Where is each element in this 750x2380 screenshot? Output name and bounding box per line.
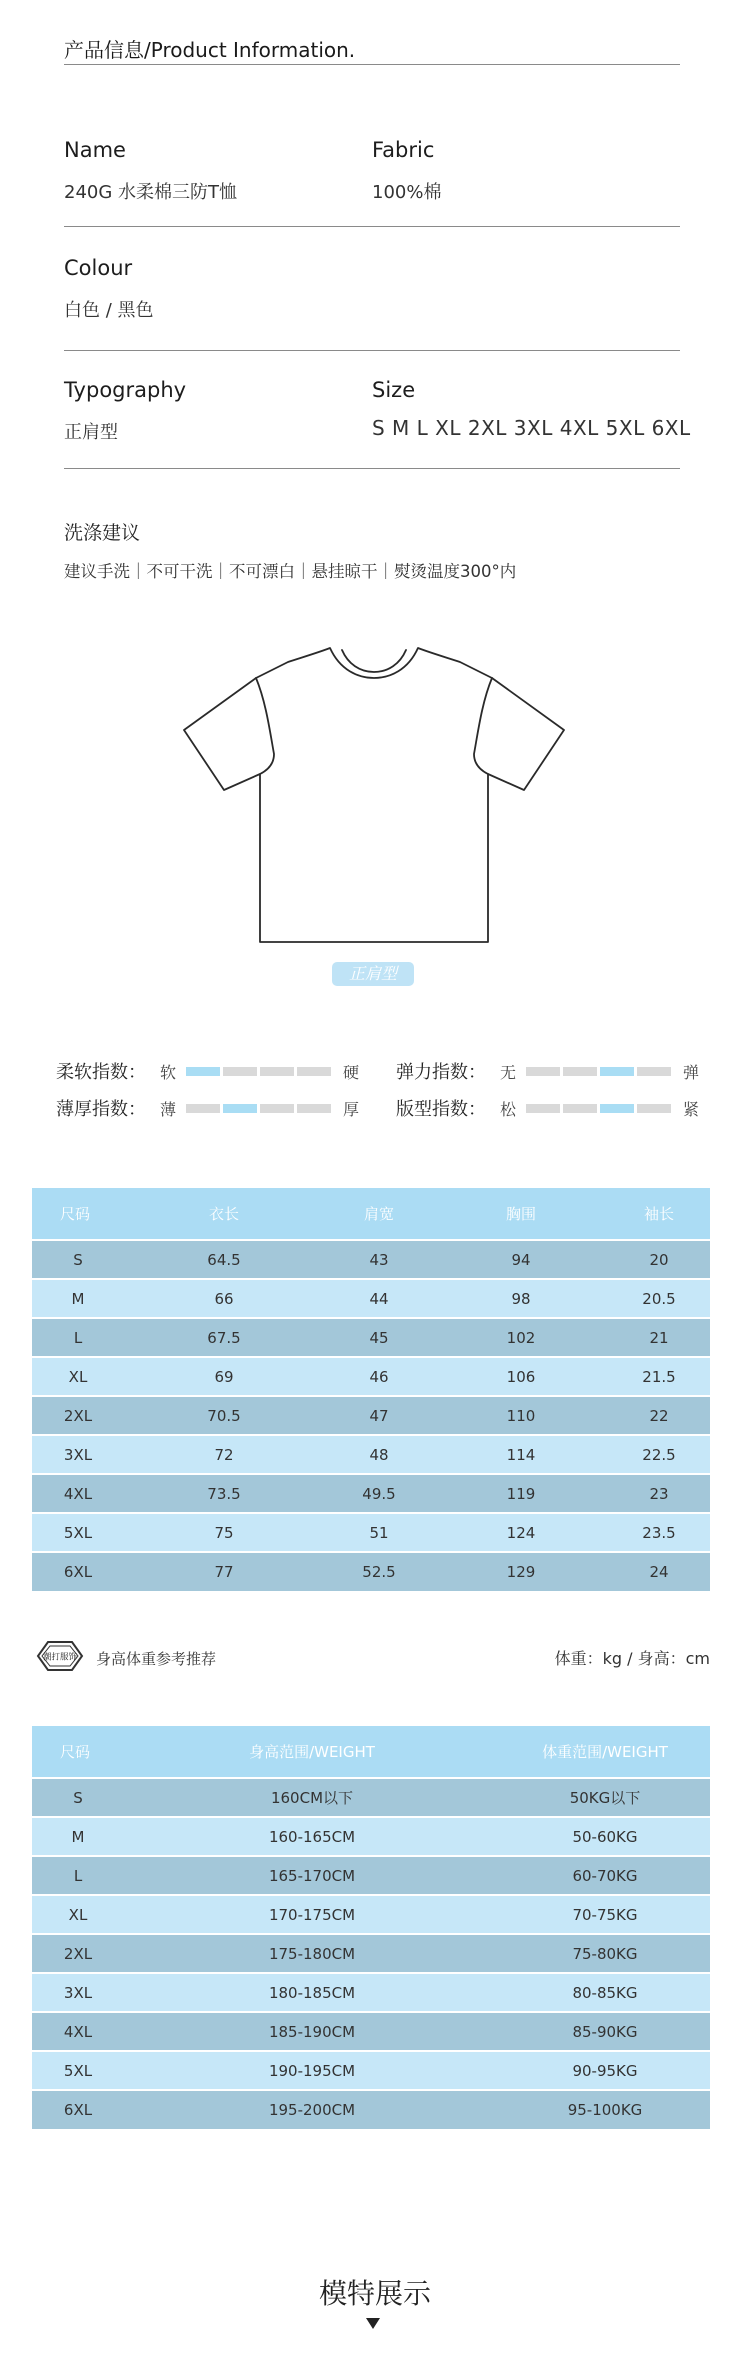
table-cell: 4XL [32,2012,124,2051]
table-cell: 69 [124,1357,324,1396]
table-cell: 114 [434,1435,608,1474]
elasticity-index [396,1058,699,1084]
size-table-body [32,1240,710,1591]
typography-value: 正肩型 [64,422,118,443]
table-row [32,1895,710,1934]
fit-index [396,1095,699,1121]
table-cell: 106 [434,1357,608,1396]
table-cell: 67.5 [124,1318,324,1357]
index-bar-segment [637,1104,671,1113]
thickness-index [56,1095,359,1121]
table-cell: 3XL [32,1435,124,1474]
index-bar-segment [526,1067,560,1076]
divider [64,350,680,351]
table-cell: XL [32,1895,124,1934]
table-row [32,1279,710,1318]
table-row [32,1817,710,1856]
brand-logo-icon [34,1638,86,1674]
table-cell: 90-95KG [500,2051,710,2090]
index-bars [186,1104,331,1113]
index-bars [526,1067,671,1076]
table-cell: XL [32,1357,124,1396]
table-cell: 24 [608,1552,710,1591]
name-label: Name [64,138,126,162]
index-bar-segment [600,1067,634,1076]
table-row [32,1396,710,1435]
table-cell: 6XL [32,1552,124,1591]
table-row [32,1856,710,1895]
table-cell: 2XL [32,1934,124,1973]
table-cell: 5XL [32,1513,124,1552]
table-cell: 160CM以下 [124,1778,500,1817]
index-name: 版型指数： [396,1099,486,1120]
header-cell: 胸围 [434,1188,608,1240]
table-row [32,1973,710,2012]
name-value: 240G 水柔棉三防T恤 [64,182,238,203]
index-name: 弹力指数： [396,1062,486,1083]
index-bar-segment [600,1104,634,1113]
size-value: S M L XL 2XL 3XL 4XL 5XL 6XL [372,416,691,440]
reference-unit: 体重：kg / 身高：cm [554,1649,710,1668]
index-bar-segment [223,1104,257,1113]
index-high: 厚 [343,1099,360,1119]
header-cell: 肩宽 [324,1188,434,1240]
table-cell: 51 [324,1513,434,1552]
index-bar-segment [260,1067,294,1076]
index-high: 硬 [343,1062,360,1082]
table-cell: 3XL [32,1973,124,2012]
table-cell: 45 [324,1318,434,1357]
table-cell: 23.5 [608,1513,710,1552]
table-cell: 119 [434,1474,608,1513]
header-cell: 衣长 [124,1188,324,1240]
index-low: 无 [500,1062,517,1082]
table-row [32,1318,710,1357]
table-cell: 190-195CM [124,2051,500,2090]
divider [64,468,680,469]
divider [64,226,680,227]
table-cell: 170-175CM [124,1895,500,1934]
table-cell: 175-180CM [124,1934,500,1973]
table-cell: 85-90KG [500,2012,710,2051]
size-table [32,1188,710,1591]
wash-title: 洗涤建议 [64,522,141,544]
table-cell: 22 [608,1396,710,1435]
table-cell: 5XL [32,2051,124,2090]
table-cell: 66 [124,1279,324,1318]
table-cell: 48 [324,1435,434,1474]
table-cell: L [32,1856,124,1895]
table-cell: 21.5 [608,1357,710,1396]
index-high: 弹 [683,1062,700,1082]
table-cell: 43 [324,1240,434,1279]
table-header-row [32,1726,710,1778]
table-cell: 75 [124,1513,324,1552]
table-row [32,1357,710,1396]
table-cell: 64.5 [124,1240,324,1279]
table-cell: 73.5 [124,1474,324,1513]
table-cell: 195-200CM [124,2090,500,2129]
table-cell: 4XL [32,1474,124,1513]
header-cell: 体重范围/WEIGHT [500,1726,710,1778]
colour-label: Colour [64,256,133,280]
table-cell: 46 [324,1357,434,1396]
colour-value: 白色 / 黑色 [64,300,154,321]
table-cell: M [32,1279,124,1318]
model-section-title: 模特展示 [318,2277,431,2310]
index-bar-segment [526,1104,560,1113]
fabric-label: Fabric [372,138,435,162]
softness-index [56,1058,359,1084]
index-bar-segment [297,1104,331,1113]
typography-label: Typography [64,378,187,402]
tshirt-outline-icon [170,622,570,952]
index-bars [526,1104,671,1113]
table-cell: 70.5 [124,1396,324,1435]
table-row [32,1552,710,1591]
table-cell: 23 [608,1474,710,1513]
index-name: 薄厚指数： [56,1099,146,1120]
table-cell: 49.5 [324,1474,434,1513]
table-cell: 50-60KG [500,1817,710,1856]
index-bar-segment [186,1067,220,1076]
height-weight-table [32,1726,710,2129]
table-cell: 60-70KG [500,1856,710,1895]
index-low: 软 [160,1062,177,1082]
table-cell: 20 [608,1240,710,1279]
table-cell: 80-85KG [500,1973,710,2012]
table-cell: 110 [434,1396,608,1435]
index-bar-segment [186,1104,220,1113]
logo-text: 潮打服饰 [42,1652,78,1663]
triangle-down-icon [366,2318,380,2329]
table-row [32,1934,710,1973]
table-cell: 77 [124,1552,324,1591]
header-cell: 身高范围/WEIGHT [124,1726,500,1778]
table-row [32,1513,710,1552]
header-cell: 尺码 [32,1188,124,1240]
table-cell: 75-80KG [500,1934,710,1973]
table-cell: 72 [124,1435,324,1474]
index-bar-segment [563,1067,597,1076]
table-cell: S [32,1240,124,1279]
table-header-row [32,1188,710,1240]
table-row [32,2012,710,2051]
table-cell: 185-190CM [124,2012,500,2051]
section-title: 产品信息/Product Information. [64,38,356,62]
table-row [32,1435,710,1474]
index-name: 柔软指数： [56,1062,146,1083]
fabric-value: 100%棉 [372,182,442,203]
table-cell: S [32,1778,124,1817]
table-row [32,1240,710,1279]
table-row [32,1474,710,1513]
table-cell: 6XL [32,2090,124,2129]
header-cell: 尺码 [32,1726,124,1778]
table-row [32,1778,710,1817]
table-cell: 52.5 [324,1552,434,1591]
index-bar-segment [637,1067,671,1076]
index-bar-segment [223,1067,257,1076]
header-cell: 袖长 [608,1188,710,1240]
table-cell: 160-165CM [124,1817,500,1856]
table-cell: 70-75KG [500,1895,710,1934]
table-cell: 102 [434,1318,608,1357]
table-cell: 98 [434,1279,608,1318]
table-cell: 95-100KG [500,2090,710,2129]
table-cell: 47 [324,1396,434,1435]
table-cell: 129 [434,1552,608,1591]
index-bar-segment [260,1104,294,1113]
index-low: 薄 [160,1099,177,1119]
index-low: 松 [500,1099,517,1119]
table-cell: 2XL [32,1396,124,1435]
table-cell: 22.5 [608,1435,710,1474]
table-cell: 20.5 [608,1279,710,1318]
table-cell: 44 [324,1279,434,1318]
table-cell: 94 [434,1240,608,1279]
index-bars [186,1067,331,1076]
wash-instructions: 建议手洗｜不可干洗｜不可漂白｜悬挂晾干｜熨烫温度300°内 [64,562,517,581]
table-cell: 165-170CM [124,1856,500,1895]
table-row [32,2090,710,2129]
table-cell: 21 [608,1318,710,1357]
index-high: 紧 [683,1099,700,1119]
size-label: Size [372,378,416,402]
table-cell: L [32,1318,124,1357]
height-table-body [32,1778,710,2129]
index-bar-segment [297,1067,331,1076]
table-cell: 50KG以下 [500,1778,710,1817]
reference-title: 身高体重参考推荐 [96,1650,217,1668]
divider [64,64,680,65]
table-row [32,2051,710,2090]
table-cell: 180-185CM [124,1973,500,2012]
index-bar-segment [563,1104,597,1113]
table-cell: 124 [434,1513,608,1552]
fit-badge: 正肩型 [332,962,414,986]
table-cell: M [32,1817,124,1856]
